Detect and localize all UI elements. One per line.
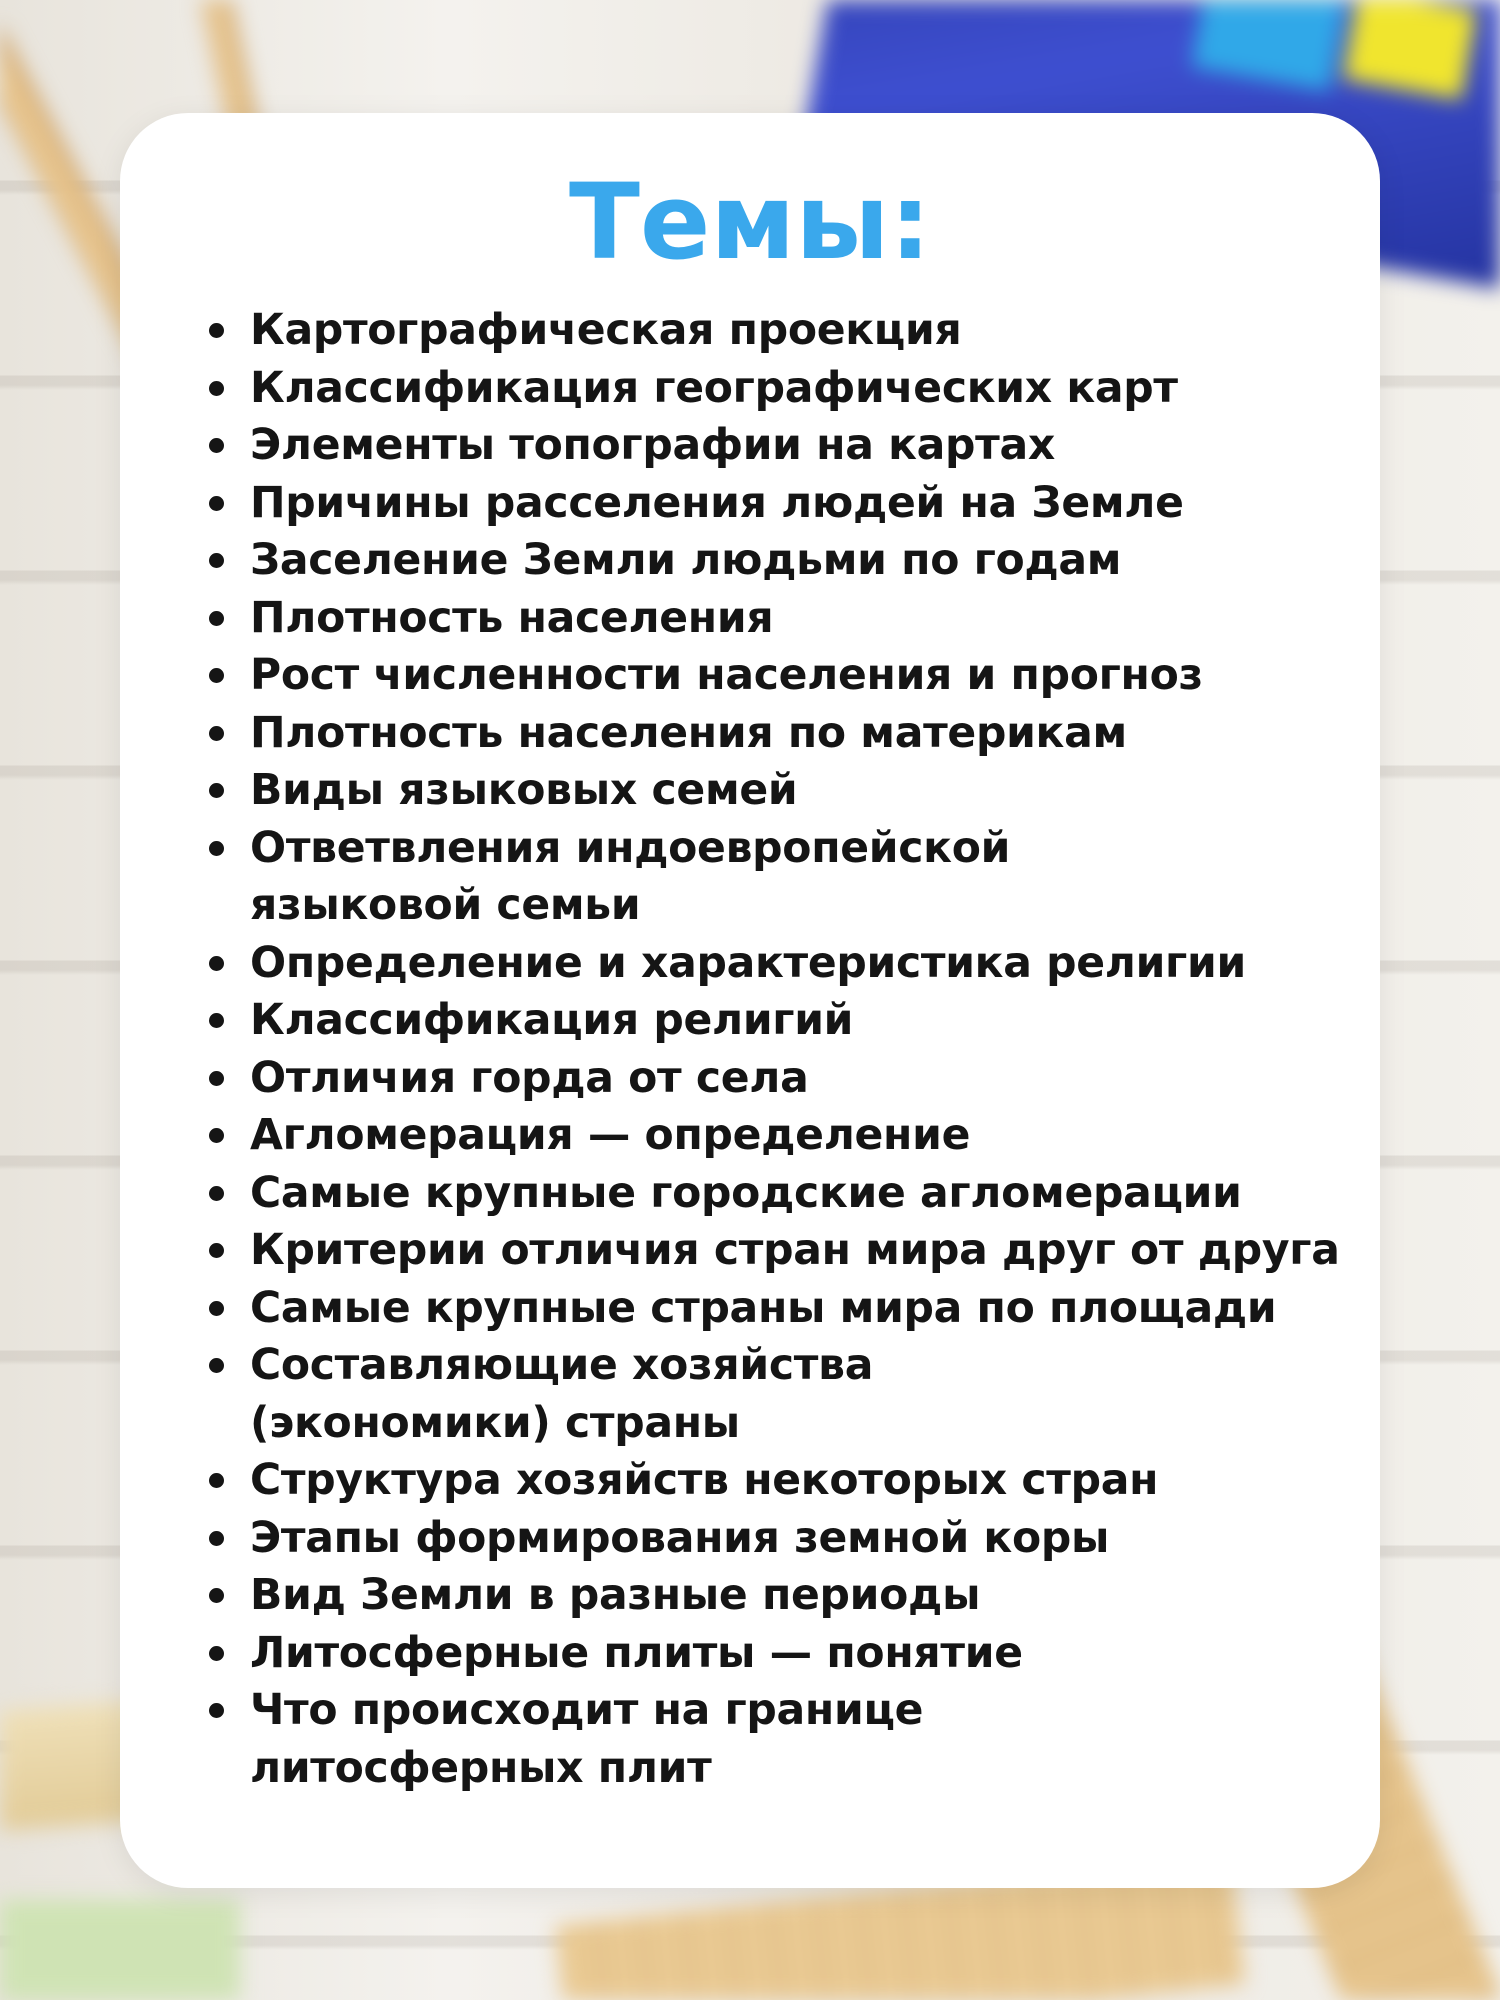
topic-item [250,935,1370,993]
bullet-icon [209,1358,224,1373]
topic-text: Виды языковых семей [250,766,798,815]
bullet-icon [209,1703,224,1718]
topic-item [250,1510,1370,1568]
topic-text: Классификация религий [250,996,854,1045]
bullet-icon [209,1128,224,1143]
topic-text: Этапы формирования земной коры [250,1513,1110,1563]
topic-item [250,1222,1370,1280]
topic-text: Картографическая проекция [250,306,962,355]
topic-text: Самые крупные городские агломерации [250,1168,1242,1218]
topic-text: Самые крупные страны мира по площади [250,1283,1277,1333]
bullet-icon [209,956,224,971]
topic-item [250,647,1370,705]
bullet-icon [209,438,224,453]
page-title: Темы: [568,161,932,283]
topic-item [250,1452,1370,1510]
topic-item [250,1165,1370,1223]
bullet-icon [209,323,224,338]
bullet-icon [209,496,224,511]
topic-text: Причины расселения людей на Земле [250,478,1184,528]
bullet-icon [209,1588,224,1603]
topics-list [250,302,1370,1797]
topic-text: Рост численности населения и прогноз [250,651,1203,700]
bullet-icon [209,1531,224,1546]
topic-text: Критерии отличия стран мира друг от друга [250,1226,1340,1275]
topic-item [250,475,1370,533]
topic-item [250,820,1370,935]
topic-text: Что происходит на границе литосферных плит [250,1686,924,1793]
bullet-icon [209,611,224,626]
bullet-icon [209,783,224,798]
topic-item [250,762,1370,820]
bullet-icon [209,1646,224,1661]
topic-text: Определение и характеристика религии [250,938,1246,988]
topic-text: Вид Земли в разные периоды [250,1571,981,1620]
bullet-icon [209,1473,224,1488]
topic-text: Отличия горда от села [250,1053,809,1103]
bullet-icon [209,381,224,396]
eraser-decoration [0,1900,240,2000]
topic-text: Плотность населения [250,593,774,643]
topic-item [250,992,1370,1050]
topic-item [250,1625,1370,1683]
bullet-icon [209,1071,224,1086]
topic-item [250,360,1370,418]
topic-text: Элементы топографии на картах [250,421,1055,470]
bullet-icon [209,726,224,741]
bullet-icon [209,1013,224,1028]
topic-item [250,1107,1370,1165]
topic-item [250,1050,1370,1108]
topic-text: Агломерация — определение [250,1111,971,1160]
topic-item [250,417,1370,475]
bullet-icon [209,1243,224,1258]
topic-item [250,590,1370,648]
topic-text: Ответвления индоевропейской языковой семьи [250,823,1011,930]
topic-text: Составляющие хозяйства (экономики) страны [250,1341,874,1448]
topic-item [250,302,1370,360]
topic-item [250,705,1370,763]
bullet-icon [209,1186,224,1201]
topic-item [250,1337,1370,1452]
topic-item [250,1567,1370,1625]
topic-item [250,532,1370,590]
topic-text: Литосферные плиты — понятие [250,1628,1023,1678]
topic-text: Классификация географических карт [250,363,1178,413]
topic-item [250,1280,1370,1338]
bullet-icon [209,668,224,683]
topic-item [250,1682,1370,1797]
topic-text: Плотность населения по материкам [250,708,1127,758]
bullet-icon [209,1301,224,1316]
bullet-icon [209,841,224,856]
bullet-icon [209,553,224,568]
topic-text: Структура хозяйств некоторых стран [250,1456,1159,1505]
topic-text: Заселение Земли людьми по годам [250,536,1122,585]
